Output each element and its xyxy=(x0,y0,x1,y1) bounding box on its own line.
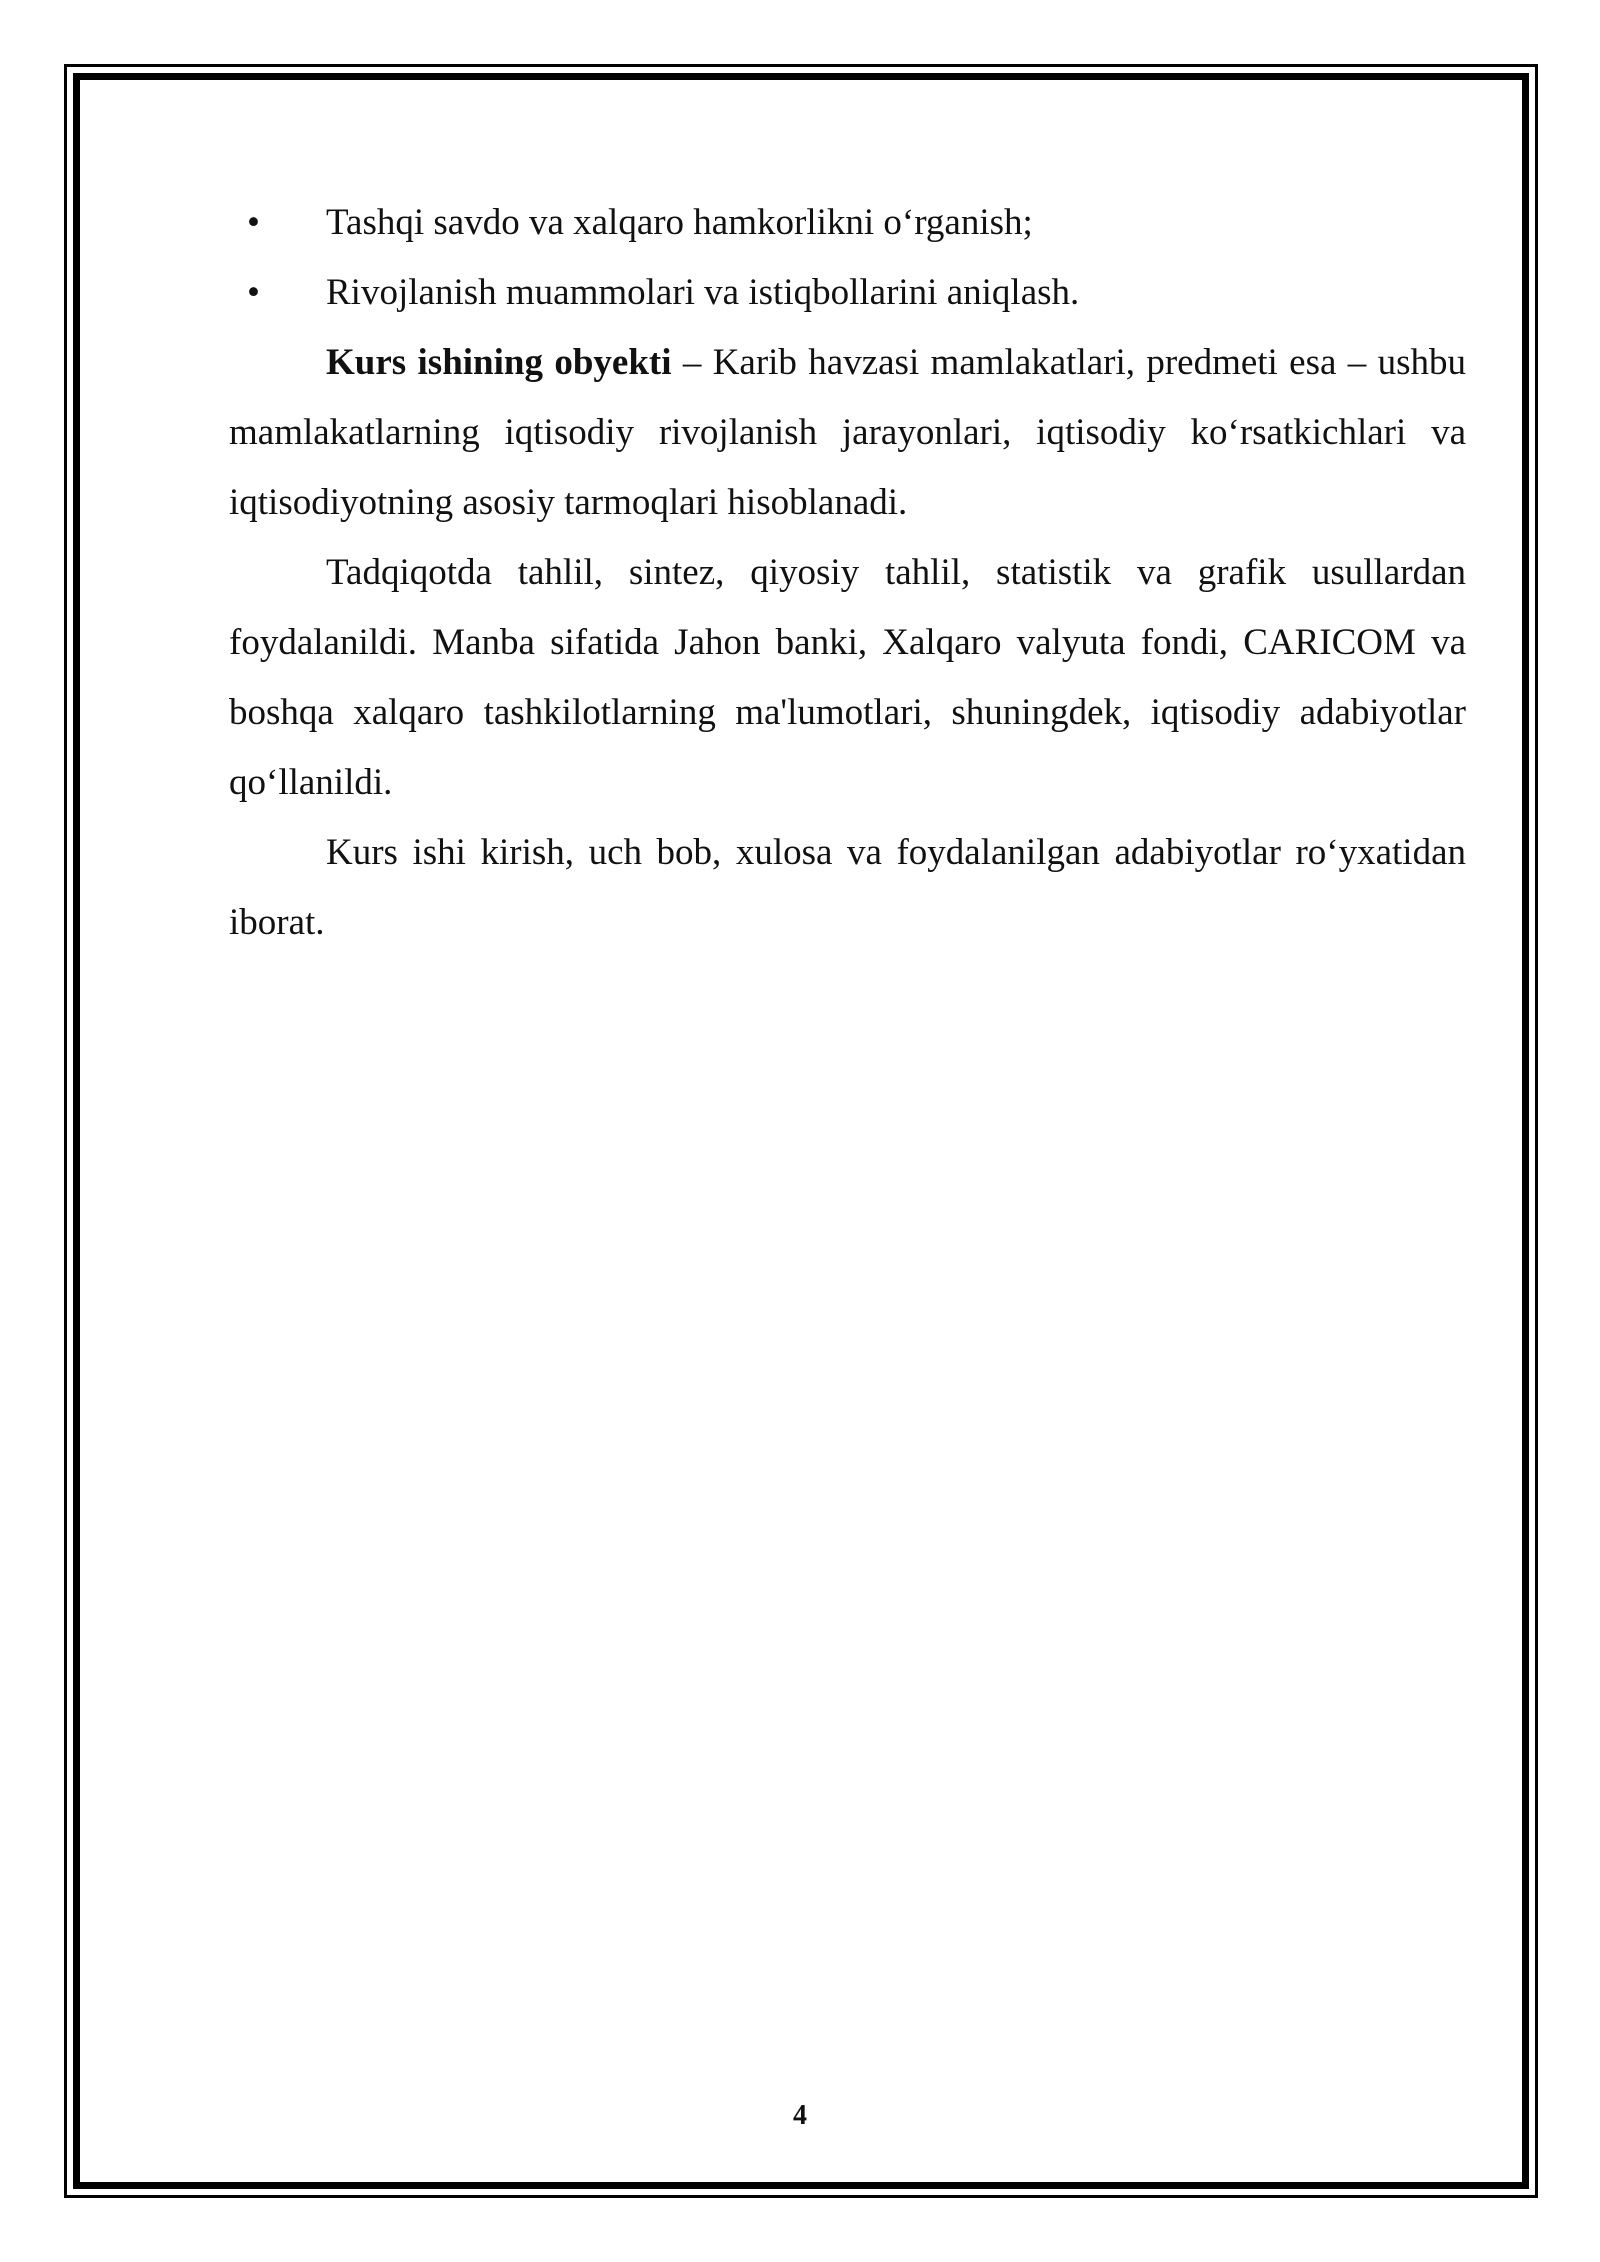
bullet-text: Rivojlanish muammolari va istiqbollarini aniqlash. xyxy=(326,272,1080,313)
document-body xyxy=(229,188,1466,958)
paragraph-structure: Kurs ishi kirish, uch bob, xulosa va foydalanilgan adabiyotlar ro‘yxatidan iborat. xyxy=(229,832,1466,943)
paragraph-text: – Karib havzasi mamlakatlari, predmeti esa – ushbu mamlakatlarning iqtisodiy rivojlanish jarayonlari, iqtisodiy ko‘rsatkichlari va iqtisodiyotning asosiy tarmoqlari hisoblanadi. xyxy=(229,342,1466,523)
paragraph-bold-lead: Kurs ishining obyekti xyxy=(326,342,672,383)
bullet-text: Tashqi savdo va xalqaro hamkorlikni o‘rganish; xyxy=(326,202,1033,243)
paragraph-methods: Tadqiqotda tahlil, sintez, qiyosiy tahlil, statistik va grafik usullardan foydalanildi. Manba sifatida Jahon banki, Xalqaro valyuta fondi, CARICOM va boshqa xalqaro tashkilotlarning ma'lumotlari, shuningdek, iqtisodiy adabiyotlar qo‘llanildi. xyxy=(229,552,1466,803)
bullet-item xyxy=(229,258,1466,328)
bullet-icon: • xyxy=(247,202,260,243)
bullet-icon: • xyxy=(247,272,260,313)
paragraph-object xyxy=(229,328,1466,538)
page-number: 4 xyxy=(793,2100,807,2131)
bullet-item xyxy=(229,188,1466,258)
